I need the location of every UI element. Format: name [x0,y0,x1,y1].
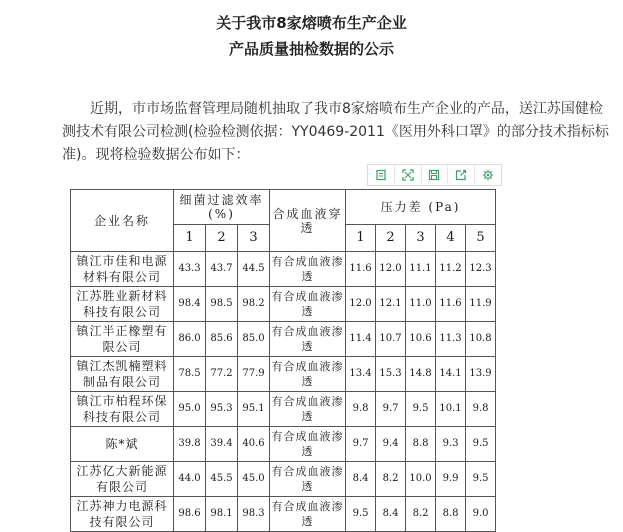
pressure-value-cell: 10.6 [406,322,436,357]
pressure-value-cell: 12.0 [346,287,376,322]
table-row [71,252,496,287]
pressure-value-cell: 8.8 [436,497,466,532]
bfe-value-cell: 98.4 [174,287,206,322]
pressure-value-cell: 10.7 [376,322,406,357]
header-synthetic-blood: 合成血液穿透 [270,190,346,252]
table-row [71,392,496,427]
save-icon[interactable] [422,165,449,185]
pressure-value-cell: 11.1 [406,252,436,287]
pressure-value-cell: 12.0 [376,252,406,287]
bfe-value-cell: 45.5 [206,462,238,497]
pressure-sub-header: 4 [436,225,466,252]
bfe-value-cell: 78.5 [174,357,206,392]
company-name-cell: 镇江杰凯楠塑料制品有限公司 [71,357,174,392]
bfe-value-cell: 95.3 [206,392,238,427]
pressure-value-cell: 9.5 [466,427,496,462]
pressure-value-cell: 9.0 [466,497,496,532]
pressure-value-cell: 11.6 [346,252,376,287]
pressure-value-cell: 11.4 [346,322,376,357]
company-name-cell: 陈*斌 [71,427,174,462]
blood-penetration-cell: 有合成血液渗透 [270,287,346,322]
pressure-value-cell: 12.1 [376,287,406,322]
blood-penetration-cell: 有合成血液渗透 [270,392,346,427]
bfe-value-cell: 98.1 [206,497,238,532]
blood-penetration-cell: 有合成血液渗透 [270,497,346,532]
table-row [71,427,496,462]
pressure-value-cell: 9.5 [346,497,376,532]
pressure-value-cell: 9.9 [436,462,466,497]
table-row [71,357,496,392]
article-title-line2: 产品质量抽检数据的公示 [228,40,394,58]
share-icon[interactable] [448,165,475,185]
company-name-cell: 江苏亿大新能源有限公司 [71,462,174,497]
bfe-value-cell: 44.5 [238,252,270,287]
bfe-value-cell: 77.2 [206,357,238,392]
pressure-sub-header: 3 [406,225,436,252]
table-row [71,462,496,497]
pressure-value-cell: 8.8 [406,427,436,462]
bfe-sub-header: 2 [206,225,238,252]
bfe-value-cell: 98.6 [174,497,206,532]
pressure-value-cell: 13.9 [466,357,496,392]
pressure-value-cell: 11.9 [466,287,496,322]
header-pressure: 压力差 (Pa) [346,190,496,225]
pressure-value-cell: 12.3 [466,252,496,287]
pressure-value-cell: 11.6 [436,287,466,322]
bfe-value-cell: 39.8 [174,427,206,462]
company-name-cell: 镇江半正橡塑有限公司 [71,322,174,357]
article-paragraph [62,98,610,167]
bfe-value-cell: 98.2 [238,287,270,322]
pressure-value-cell: 9.5 [406,392,436,427]
company-name-cell: 镇江市柏程环保科技有限公司 [71,392,174,427]
pressure-value-cell: 11.0 [406,287,436,322]
pressure-value-cell: 14.1 [436,357,466,392]
bfe-value-cell: 43.3 [174,252,206,287]
bfe-value-cell: 85.0 [238,322,270,357]
table-row [71,322,496,357]
pressure-value-cell: 14.8 [406,357,436,392]
pressure-value-cell: 9.3 [436,427,466,462]
bfe-value-cell: 39.4 [206,427,238,462]
blood-penetration-cell: 有合成血液渗透 [270,357,346,392]
bfe-value-cell: 86.0 [174,322,206,357]
bfe-value-cell: 98.5 [206,287,238,322]
pressure-value-cell: 9.7 [346,427,376,462]
pressure-value-cell: 9.8 [346,392,376,427]
bfe-value-cell: 85.6 [206,322,238,357]
company-name-cell: 镇江市佳和电源材料有限公司 [71,252,174,287]
article-paragraph-text: 近期，市市场监督管理局随机抽取了我市8家熔喷布生产企业的产品，送江苏国健检测技术有限公司检测(检验检测依据：YY0469-2011《医用外科口罩》的部分技术指标标准)。现将检验数据公布如下： [62,101,609,163]
blood-penetration-cell: 有合成血液渗透 [270,462,346,497]
bfe-value-cell: 45.0 [238,462,270,497]
article-title-line1: 关于我市8家熔喷布生产企业 [216,14,407,32]
blood-penetration-cell: 有合成血液渗透 [270,252,346,287]
copy-icon[interactable] [368,165,395,185]
pressure-sub-header: 5 [466,225,496,252]
pressure-value-cell: 11.3 [436,322,466,357]
table-row [71,497,496,532]
bfe-sub-header: 3 [238,225,270,252]
pressure-value-cell: 8.4 [346,462,376,497]
fullscreen-icon[interactable] [395,165,422,185]
pressure-value-cell: 9.4 [376,427,406,462]
pressure-value-cell: 9.8 [466,392,496,427]
bfe-value-cell: 40.6 [238,427,270,462]
bfe-value-cell: 43.7 [206,252,238,287]
bfe-value-cell: 95.0 [174,392,206,427]
header-bfe: 细菌过滤效率(%) [174,190,270,225]
inspection-data-table [70,189,496,532]
settings-icon[interactable] [475,165,501,185]
pressure-value-cell: 10.0 [406,462,436,497]
pressure-value-cell: 8.2 [376,462,406,497]
bfe-value-cell: 98.3 [238,497,270,532]
bfe-sub-header: 1 [174,225,206,252]
pressure-value-cell: 11.2 [436,252,466,287]
pressure-value-cell: 8.4 [376,497,406,532]
pressure-sub-header: 1 [346,225,376,252]
bfe-value-cell: 95.1 [238,392,270,427]
pressure-sub-header: 2 [376,225,406,252]
blood-penetration-cell: 有合成血液渗透 [270,427,346,462]
blood-penetration-cell: 有合成血液渗透 [270,322,346,357]
pressure-value-cell: 15.3 [376,357,406,392]
bfe-value-cell: 77.9 [238,357,270,392]
image-toolbar [367,164,502,186]
table-row [71,287,496,322]
pressure-value-cell: 9.7 [376,392,406,427]
header-company: 企业名称 [71,190,174,252]
pressure-value-cell: 10.1 [436,392,466,427]
pressure-value-cell: 9.5 [466,462,496,497]
company-name-cell: 江苏神力电源科技有限公司 [71,497,174,532]
pressure-value-cell: 13.4 [346,357,376,392]
pressure-value-cell: 10.8 [466,322,496,357]
bfe-value-cell: 44.0 [174,462,206,497]
pressure-value-cell: 8.2 [406,497,436,532]
company-name-cell: 江苏胜业新材料科技有限公司 [71,287,174,322]
